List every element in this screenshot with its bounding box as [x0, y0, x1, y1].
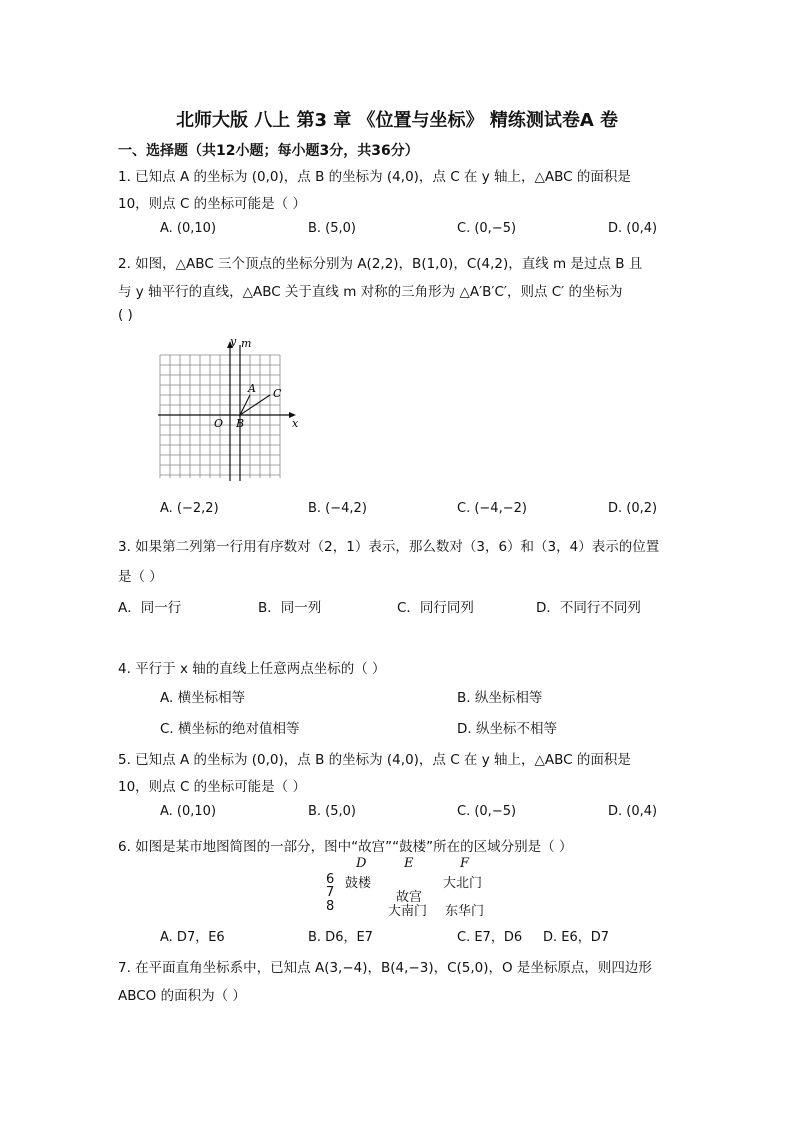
x-axis-label: x [292, 417, 299, 430]
q6-option-c[interactable]: C. E7，D6 [457, 930, 523, 945]
q4-option-b[interactable]: B. 纵坐标相等 [457, 690, 543, 706]
q6-line1: 6. 如图是某市地图简图的一部分，图中“故宫”“鼓楼”所在的区域分别是（ ） [118, 839, 573, 855]
q6-option-d[interactable]: D. E6，D7 [543, 930, 610, 945]
map-col-f: F [460, 856, 470, 871]
q4-option-a[interactable]: A. 横坐标相等 [160, 690, 246, 706]
map-row-7: 7 [326, 885, 335, 900]
map-row-6: 6 [326, 872, 335, 887]
q3-option-b[interactable]: B．同一列 [258, 600, 322, 616]
q1-option-d[interactable]: D. (0,4) [608, 221, 658, 236]
q1-option-b[interactable]: B. (5,0) [308, 221, 357, 236]
q2-option-b[interactable]: B. (−4,2) [308, 501, 367, 516]
coordinate-grid-figure [150, 335, 310, 485]
q2-option-d[interactable]: D. (0,2) [608, 501, 658, 516]
q4-line1: 4. 平行于 x 轴的直线上任意两点坐标的（ ） [118, 661, 386, 677]
q7-line2: ABCO 的面积为（ ） [118, 988, 246, 1004]
q7-line1: 7. 在平面直角坐标系中，已知点 A(3,−4)，B(4,−3)，C(5,0)，O 是坐标原点，则四边形 [118, 960, 652, 976]
map-col-d: D [356, 856, 367, 871]
q3-option-a[interactable]: A．同一行 [118, 600, 182, 616]
q5-option-a[interactable]: A. (0,10) [160, 804, 217, 819]
page-title: 北师大版 八上 第3 章 《位置与坐标》 精练测试卷A 卷 [175, 110, 619, 131]
q2-line1: 2. 如图，△ABC 三个顶点的坐标分别为 A(2,2)，B(1,0)，C(4,2)，直线 m 是过点 B 且 [118, 256, 643, 272]
q4-option-d[interactable]: D. 纵坐标不相等 [457, 721, 557, 737]
map-row-8: 8 [326, 899, 335, 914]
q1-option-a[interactable]: A. (0,10) [160, 221, 217, 236]
point-c-label: C [273, 387, 282, 400]
q5-option-b[interactable]: B. (5,0) [308, 804, 357, 819]
q3-option-d[interactable]: D．不同行不同列 [536, 600, 641, 616]
point-a-label: A [248, 382, 256, 395]
map-place-danamen: 大南门 [388, 904, 428, 919]
q5-line1: 5. 已知点 A 的坐标为 (0,0)，点 B 的坐标为 (4,0)，点 C 在 y 轴上，△ABC 的面积是 [118, 752, 631, 768]
q2-option-c[interactable]: C. (−4,−2) [457, 501, 527, 516]
q2-option-a[interactable]: A. (−2,2) [160, 501, 219, 516]
point-b-label: B [236, 417, 245, 430]
q3-line1: 3. 如果第二列第一行用有序数对（2，1）表示，那么数对（3，6）和（3，4）表示的位置 [118, 539, 660, 555]
q4-option-c[interactable]: C. 横坐标的绝对值相等 [160, 721, 300, 737]
q1-line2: 10，则点 C 的坐标可能是（ ） [118, 196, 306, 212]
q5-option-d[interactable]: D. (0,4) [608, 804, 658, 819]
map-place-gulou: 鼓楼 [345, 876, 372, 891]
q6-option-a[interactable]: A. D7，E6 [160, 930, 225, 945]
q5-option-c[interactable]: C. (0,−5) [457, 804, 517, 819]
y-axis-label: y [230, 335, 237, 348]
q1-line1: 1. 已知点 A 的坐标为 (0,0)，点 B 的坐标为 (4,0)，点 C 在 y 轴上，△ABC 的面积是 [118, 169, 631, 185]
q3-line2: 是（ ） [118, 569, 163, 585]
map-place-dabeimen: 大北门 [443, 876, 483, 891]
q3-option-c[interactable]: C．同行同列 [397, 600, 474, 616]
q2-line2: 与 y 轴平行的直线，△ABC 关于直线 m 对称的三角形为 △A′B′C′，则点 C′ 的坐标为 [118, 284, 623, 300]
map-col-e: E [404, 856, 414, 871]
section-heading: 一、选择题（共12小题；每小题3分，共36分） [118, 143, 419, 159]
map-place-gugong: 故宫 [396, 890, 423, 905]
q5-line2: 10，则点 C 的坐标可能是（ ） [118, 779, 306, 795]
origin-label: O [214, 417, 224, 430]
q2-line3: ( ) [118, 307, 133, 323]
q6-option-b[interactable]: B. D6，E7 [308, 930, 373, 945]
map-place-donghuamen: 东华门 [445, 904, 485, 919]
q1-option-c[interactable]: C. (0,−5) [457, 221, 517, 236]
line-m-label: m [241, 337, 252, 350]
